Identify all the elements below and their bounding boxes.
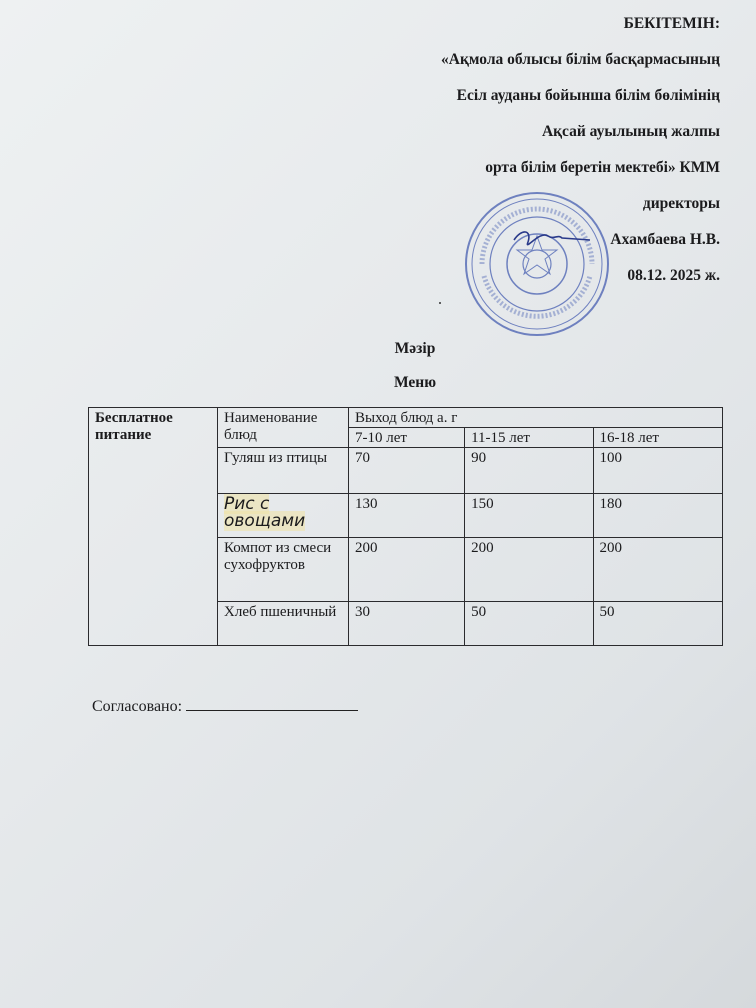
- ink-dot: [439, 302, 441, 304]
- dish-name-handwritten: [218, 494, 349, 538]
- yield-value: 150: [465, 494, 593, 538]
- agreed-label: Согласовано:: [92, 698, 183, 715]
- yield-value: 30: [349, 602, 465, 646]
- approval-heading: БЕКІТЕМІН:: [623, 15, 720, 32]
- dish-name: Компот из смеси сухофруктов: [218, 538, 349, 602]
- yield-value: 70: [349, 448, 465, 494]
- age-group-header: 7-10 лет: [349, 428, 465, 448]
- table-header-row: [89, 408, 723, 428]
- dish-name: Рис с овощами: [224, 494, 306, 531]
- approval-line: Ақсай ауылының жалпы: [541, 123, 720, 140]
- menu-table: [88, 407, 723, 646]
- yield-value: 50: [465, 602, 593, 646]
- yield-value: 50: [593, 602, 722, 646]
- yield-value: 200: [465, 538, 593, 602]
- official-seal: [462, 190, 612, 338]
- approval-line: директоры: [642, 195, 720, 212]
- yield-header: Выход блюд а. г: [349, 408, 723, 428]
- yield-value: 180: [593, 494, 722, 538]
- approval-date: 08.12. 2025 ж.: [627, 267, 720, 284]
- approval-line: «Ақмола облысы білім басқармасының: [441, 51, 720, 68]
- yield-value: 200: [593, 538, 722, 602]
- yield-value: 200: [349, 538, 465, 602]
- title-ru: Меню: [393, 374, 437, 391]
- yield-value: 130: [349, 494, 465, 538]
- dish-name: Хлеб пшеничный: [218, 602, 349, 646]
- dish-name-header: Наименование блюд: [218, 408, 349, 448]
- dish-name: Гуляш из птицы: [218, 448, 349, 494]
- yield-value: 90: [465, 448, 593, 494]
- agreed-block: [92, 696, 358, 716]
- signature-line: [186, 696, 358, 711]
- approval-line: Есіл ауданы бойынша білім бөлімінің: [456, 87, 720, 104]
- yield-value: 100: [593, 448, 722, 494]
- approval-line: орта білім беретін мектебі» КММ: [485, 159, 720, 176]
- title-kz: Мәзір: [394, 340, 436, 357]
- free-meal-cell: Бесплатное питание: [89, 408, 218, 646]
- age-group-header: 11-15 лет: [465, 428, 593, 448]
- age-group-header: 16-18 лет: [593, 428, 722, 448]
- approval-signer: Ахамбаева Н.В.: [610, 231, 720, 248]
